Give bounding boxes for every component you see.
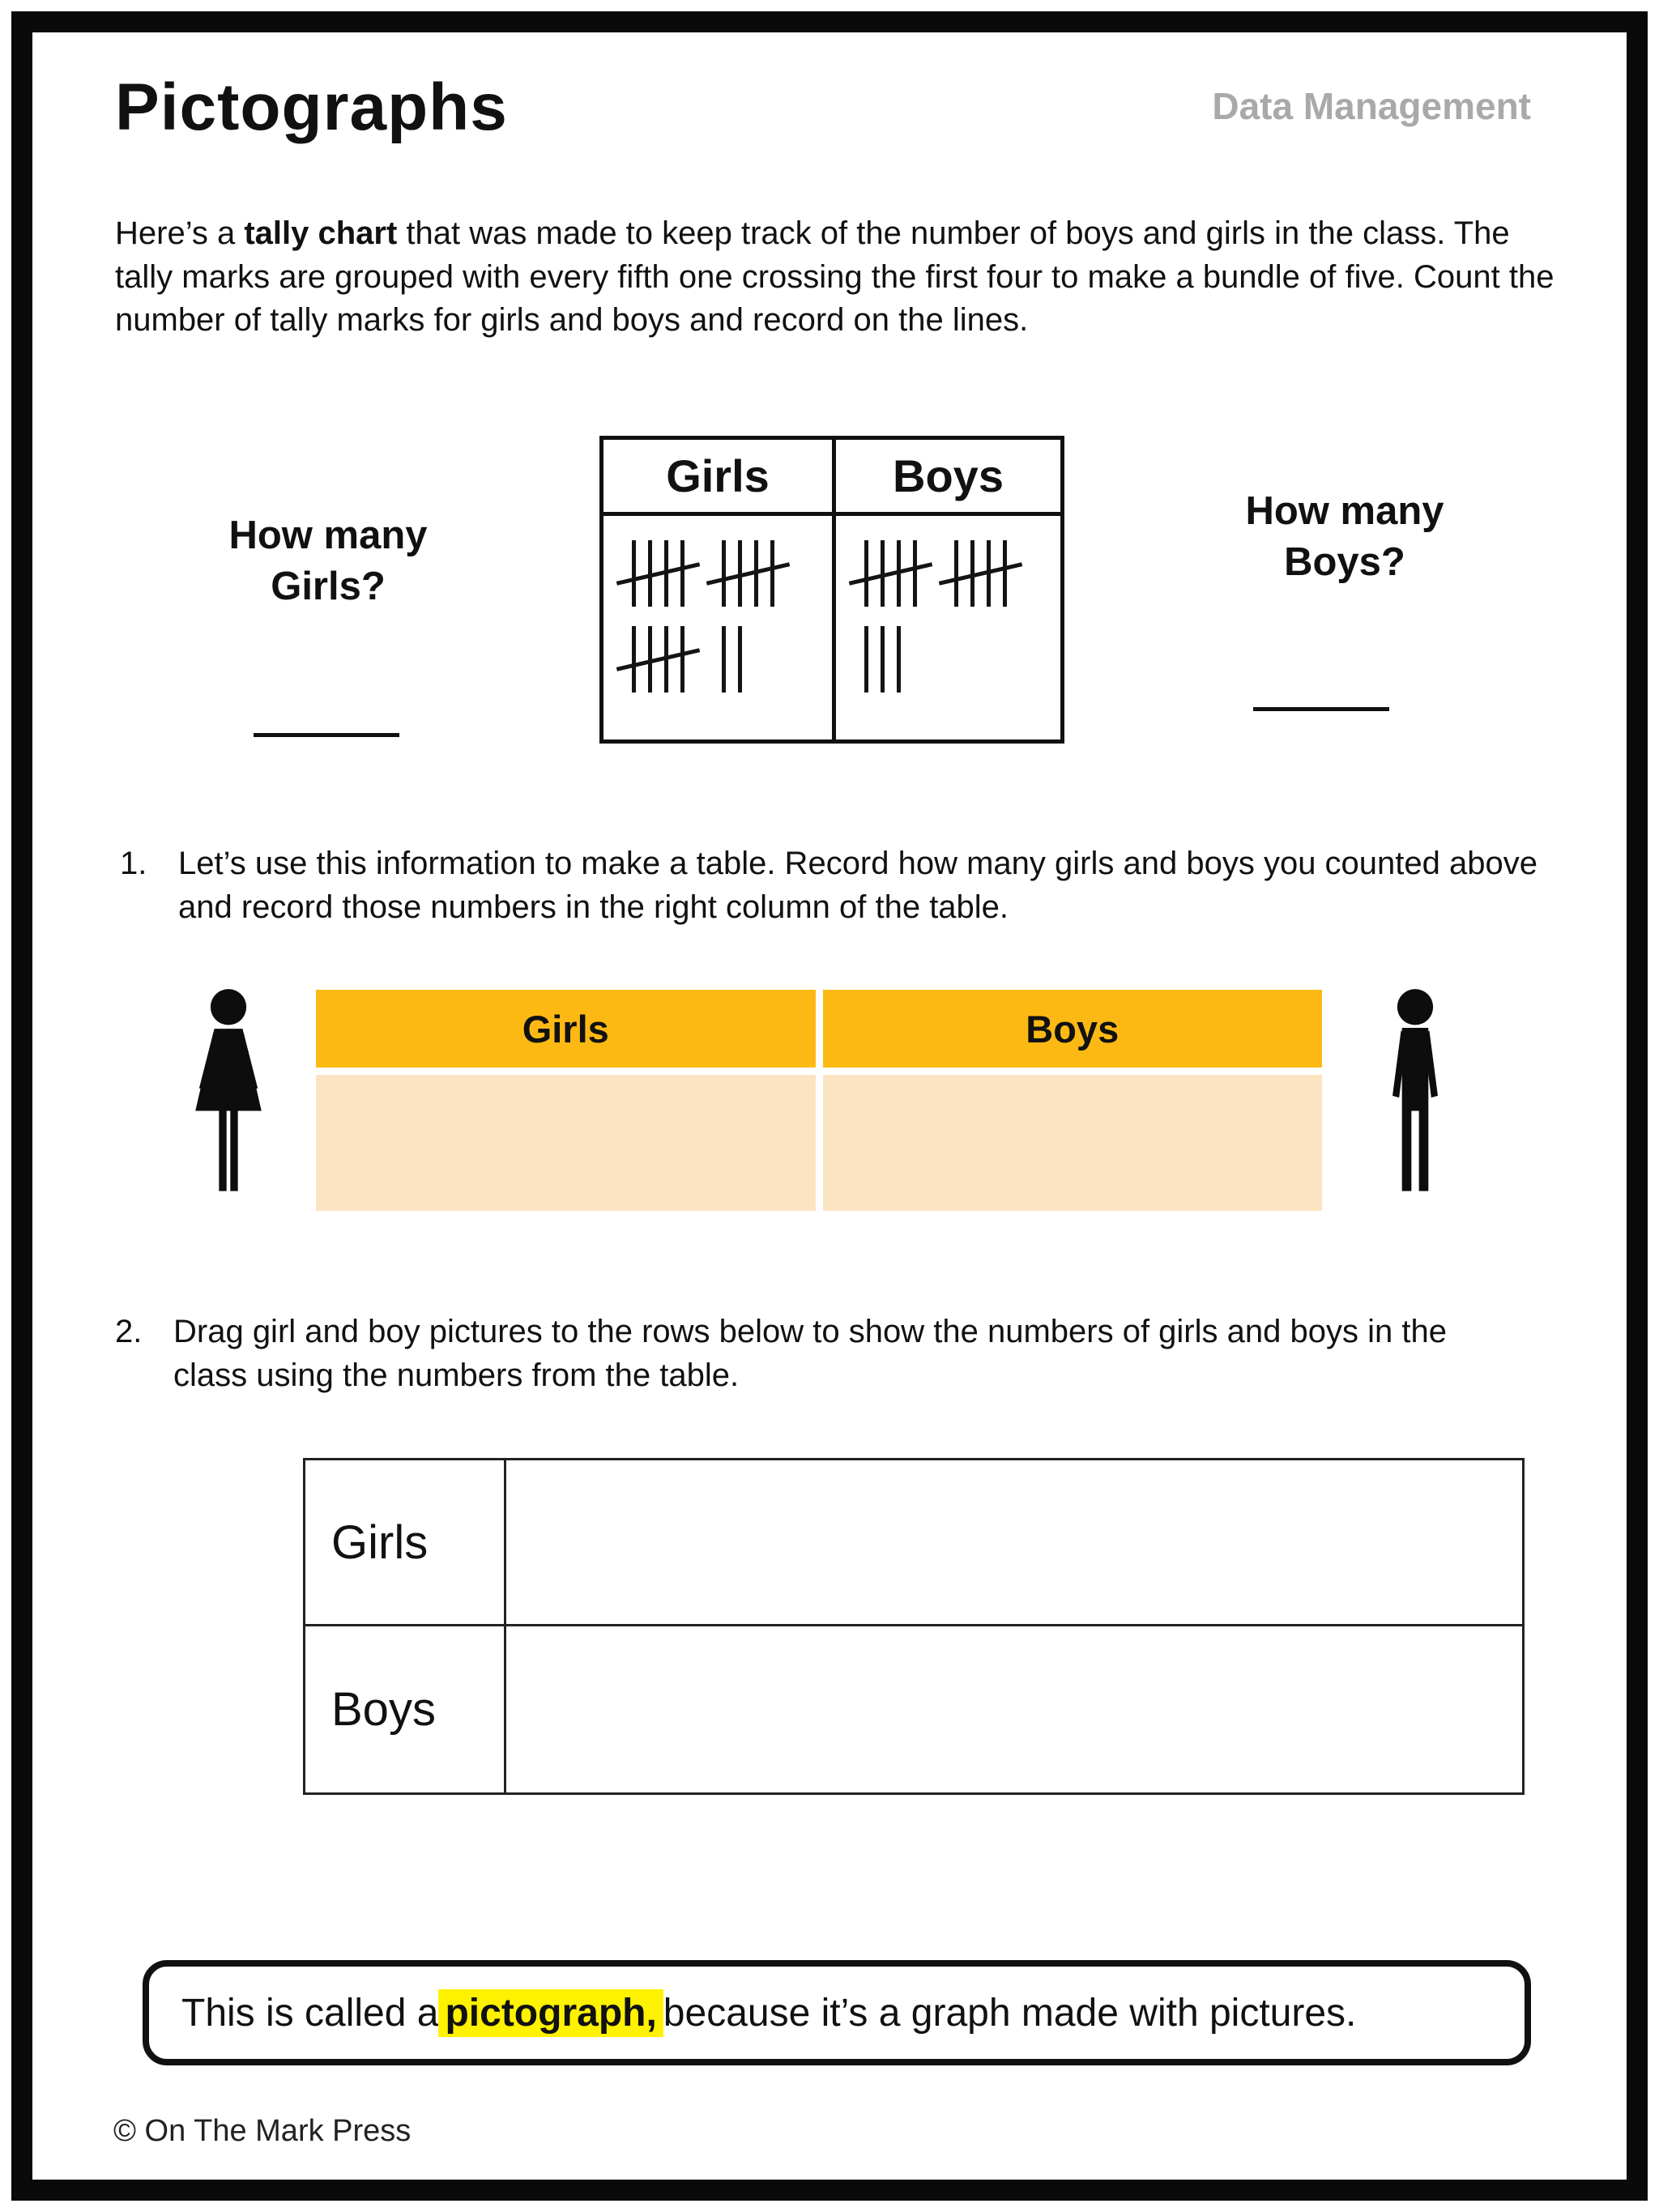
woman-icon	[181, 988, 276, 1205]
callout-highlighted-word: pictograph,	[438, 1989, 663, 2037]
tally-group-of-5	[715, 540, 781, 607]
boys-tally	[832, 516, 1060, 739]
tally-mark	[680, 540, 684, 607]
tally-group-of-5	[858, 540, 923, 607]
tally-mark	[632, 540, 636, 607]
boys-answer-blank[interactable]	[1253, 707, 1389, 711]
tally-mark	[864, 626, 868, 693]
count-table-header-boys: Boys	[823, 990, 1323, 1068]
copyright-notice: © On The Mark Press	[113, 2114, 412, 2148]
count-table-header-row	[316, 990, 1322, 1068]
man-icon	[1367, 988, 1463, 1205]
pictograph-definition-callout	[143, 1960, 1531, 2065]
tally-group-of-5	[625, 626, 691, 693]
tally-slash-mark	[616, 648, 700, 671]
intro-text-after: that was made to keep track of the number of boys and girls in the class. The tally marks are grouped with every fifth one crossing the first four to make a bundle of five. Count the number of tally marks for girls and boys and record on the lines.	[115, 215, 1555, 339]
question-girls-line1: How many	[228, 514, 428, 557]
tally-mark	[897, 626, 901, 693]
tally-group-of-5	[625, 540, 691, 607]
tally-chart	[599, 436, 1064, 744]
tally-header-girls: Girls	[603, 440, 832, 516]
instruction-1	[120, 842, 1562, 929]
tally-header-boys: Boys	[832, 440, 1060, 516]
tally-mark	[738, 626, 742, 693]
tally-mark	[881, 626, 885, 693]
intro-text-bold: tally chart	[244, 215, 398, 251]
tally-group-of-2	[715, 626, 748, 693]
page-title: Pictographs	[115, 70, 508, 144]
boy-picture-draggable[interactable]	[1367, 988, 1463, 1205]
pictograph-table	[303, 1458, 1525, 1795]
question-girls-line2: Girls?	[271, 564, 386, 608]
question-boys-line1: How many	[1245, 489, 1444, 533]
pictograph-row-label-boys: Boys	[305, 1626, 506, 1792]
tally-mark	[954, 540, 958, 607]
tally-mark	[680, 626, 684, 693]
question-how-many-boys	[1183, 486, 1507, 587]
tally-group-of-3	[858, 626, 907, 693]
tally-mark	[1003, 540, 1007, 607]
girls-tally	[603, 516, 832, 739]
tally-mark	[864, 540, 868, 607]
instruction-1-text: Let’s use this information to make a table. Record how many girls and boys you counted above and record those numbers in the right column of the table.	[178, 846, 1537, 925]
tally-slash-mark	[616, 562, 700, 585]
tally-slash-mark	[939, 562, 1022, 585]
tally-mark	[722, 626, 726, 693]
callout-text-after: because it’s a graph made with pictures.	[663, 1991, 1357, 2035]
category-label: Data Management	[1212, 85, 1531, 127]
girl-picture-draggable[interactable]	[181, 988, 276, 1205]
pictograph-girls-drop-row[interactable]	[506, 1460, 1522, 1626]
count-table-value-row	[316, 1075, 1322, 1211]
girls-answer-blank[interactable]	[254, 733, 399, 737]
question-boys-line2: Boys?	[1284, 539, 1405, 584]
instruction-2	[115, 1311, 1508, 1397]
intro-paragraph	[115, 212, 1555, 343]
tally-slash-mark	[706, 562, 790, 585]
pictograph-boys-drop-row[interactable]	[506, 1626, 1522, 1792]
instruction-2-text: Drag girl and boy pictures to the rows below to show the numbers of girls and boys in the class using the numbers from the table.	[173, 1314, 1447, 1393]
count-table-header-girls: Girls	[316, 990, 816, 1068]
tally-slash-mark	[849, 562, 932, 585]
count-table-girls-value-cell[interactable]	[316, 1075, 816, 1211]
instruction-1-number: 1.	[120, 846, 147, 881]
tally-mark	[770, 540, 774, 607]
question-how-many-girls	[166, 510, 490, 612]
tally-mark	[722, 540, 726, 607]
intro-text-before: Here’s a	[115, 215, 245, 251]
tally-group-of-5	[948, 540, 1013, 607]
tally-mark	[913, 540, 917, 607]
instruction-2-number: 2.	[115, 1314, 143, 1349]
callout-text-before: This is called a	[181, 1991, 439, 2035]
count-table-boys-value-cell[interactable]	[823, 1075, 1323, 1211]
pictograph-row-label-girls: Girls	[305, 1460, 506, 1626]
tally-mark	[632, 626, 636, 693]
count-table	[316, 990, 1322, 1211]
